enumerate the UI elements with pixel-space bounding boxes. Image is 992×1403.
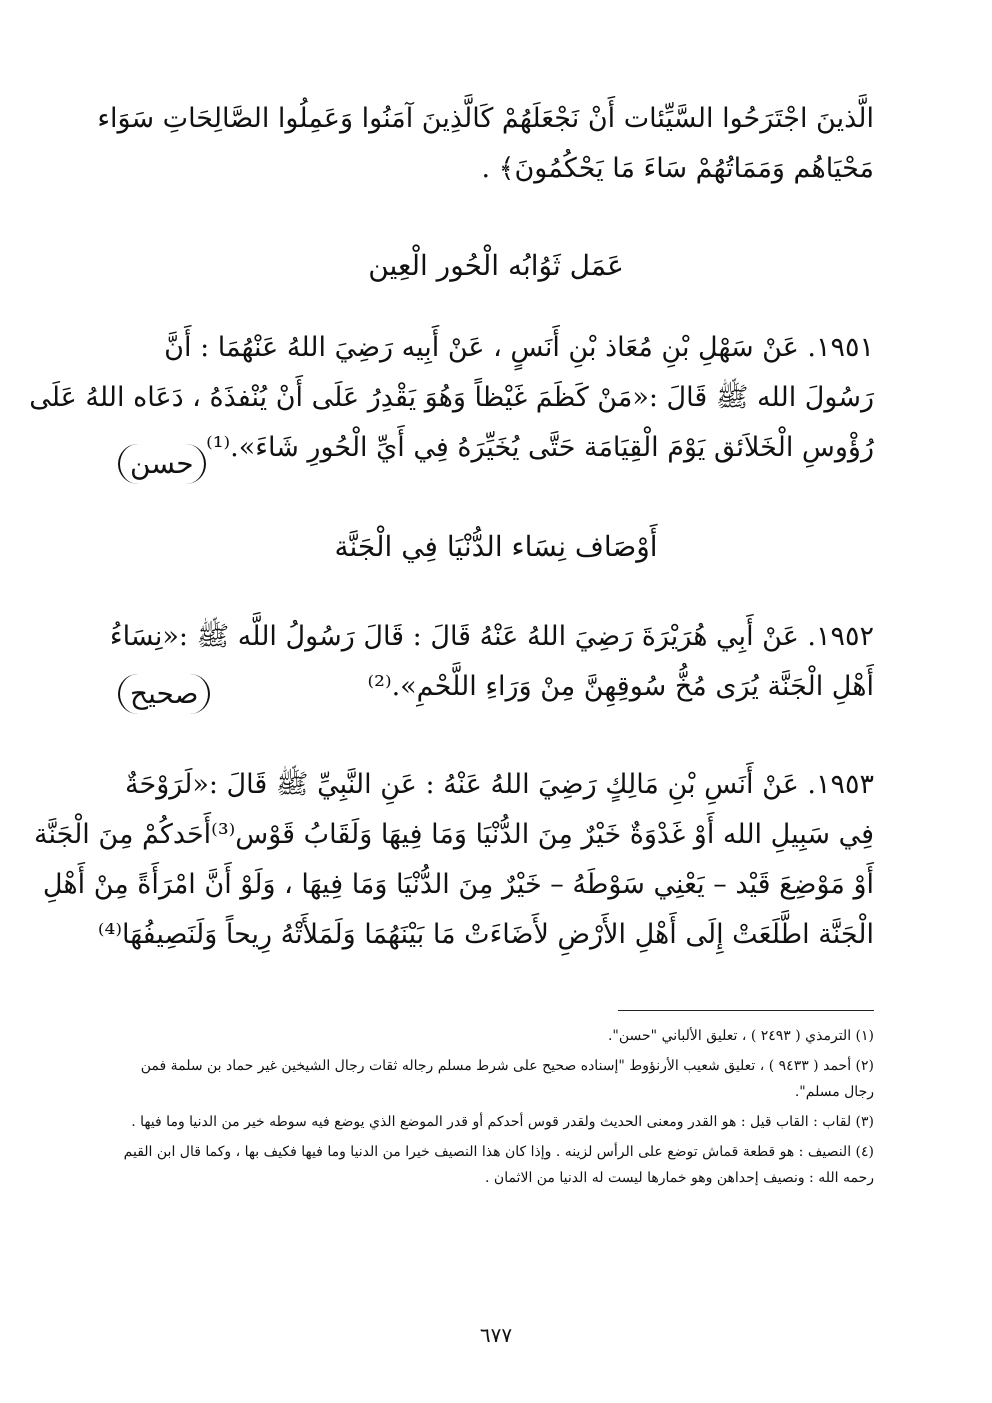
section-heading-houris: عَمَل ثَوُابُه الْحُور الْعِين xyxy=(368,249,624,282)
footnote-4: (٤) النصيف : هو قطعة قماش توضع على الرأس لزينه . وإذا كان هذا النصيف خيرا من الدنيا وما فيها فكيف بها ، وكما قال ابن القيم رحمه الله : ونصيف إحداهن وهو خمارها ليست له الدنيا من الاثمان . xyxy=(123,1144,874,1186)
hadith-1952 xyxy=(109,612,874,712)
hadith-1952-grade: صحيح xyxy=(118,674,210,714)
footnote-separator xyxy=(618,1010,874,1011)
verse-continuation xyxy=(97,94,874,194)
verse-line-1: الَّذينَ اجْتَرَحُوا السَّيِّئات أَنْ نَجْعَلَهُمْ كَالَّذِينَ آمَنُوا وَعَمِلُوا الصَّالِحَاتِ سَوَاء xyxy=(97,103,874,134)
hadith-1953 xyxy=(34,760,874,960)
page-number: ٦٧٧ xyxy=(479,1323,513,1347)
hadith-1951 xyxy=(29,323,874,473)
footnote-2: (٢) أحمد ( ٩٤٣٣ ) ، تعليق شعيب الأرنؤوط "إسناده صحيح على شرط مسلم رجاله ثقات رجال الشيخين غير حماد بن سلمة فمن رجال مسلم". xyxy=(140,1058,874,1100)
section-heading-women: أَوْصَاف نِسَاء الدُّنْيَا فِي الْجَنَّة xyxy=(334,530,658,563)
hadith-1953-line-1: ١٩٥٣. عَنْ أَنَسِ بْنِ مَالِكٍ رَضِيَ اللهُ عَنْهُ : عَنِ النَّبِيِّ ﷺ قَالَ :«لَرَوْحَةٌ xyxy=(125,769,874,800)
hadith-1953-line-4: الْجَنَّة اطَّلَعَتْ إِلَى أَهْلِ الأَرْضِ لأَضَاءَتْ مَا بَيْنَهُمَا وَلَمَلأَتْهُ رِيحاً وَلَنَصِيفُهَا⁽⁴⁾ xyxy=(97,919,874,950)
hadith-1951-grade: حسن xyxy=(118,444,206,484)
footnote-3: (٣) لقاب : القاب قيل : هو القدر ومعنى الحديث ولقدر قوس أحدكم أو قدر الموضع الذي يوضع فيه سوطه خير من الدنيا وما فيها . xyxy=(131,1114,874,1130)
hadith-1953-line-3: أَوْ مَوْضِعَ قَيْد – يَعْنِي سَوْطَهُ – خَيْرٌ مِنَ الدُّنْيَا وَمَا فِيهَا ، وَلَوْ أَنَّ امْرَأَةً مِنْ أَهْلِ xyxy=(42,869,874,900)
hadith-1951-line-1: ١٩٥١. عَنْ سَهْلِ بْنِ مُعَاذ بْنِ أَنَسٍ ، عَنْ أَبِيه رَضِيَ اللهُ عَنْهُمَا : أَنَّ xyxy=(164,332,874,363)
hadith-1951-line-3: رُؤْوسِ الْخَلاَئق يَوْمَ الْقِيَامَة حَتَّى يُخَيِّرَهُ فِي أَيِّ الْحُورِ شَاءَ».⁽¹⁾ xyxy=(206,432,874,463)
hadith-1953-line-2: فِي سَبِيلِ الله أَوْ غَدْوَةٌ خَيْرٌ مِنَ الدُّنْيَا وَمَا فِيهَا وَلَقَابُ قَوْس⁽³⁾أَحَدكُمْ مِنَ الْجَنَّة xyxy=(34,819,874,850)
verse-line-2: مَحْيَاهُم وَمَمَاتُهُمْ سَاءَ مَا يَحْكُمُونَ﴾ . xyxy=(481,153,874,184)
footnote-1: (١) الترمذي ( ٢٤٩٣ ) ، تعليق الألباني "حسن". xyxy=(607,1028,874,1044)
footnotes xyxy=(118,1023,874,1195)
hadith-1952-line-2: أَهْلِ الْجَنَّة يُرَى مُخُّ سُوقِهِنَّ مِنْ وَرَاءِ اللَّحْمِ».⁽²⁾ xyxy=(367,671,874,702)
hadith-1952-line-1: ١٩٥٢. عَنْ أَبِي هُرَيْرَةَ رَضِيَ اللهُ عَنْهُ قَالَ : قَالَ رَسُولُ اللَّه ﷺ :«نِسَاءُ xyxy=(109,621,874,652)
hadith-1951-line-2: رَسُولَ الله ﷺ قَالَ :«مَنْ كَظَمَ غَيْظاً وَهُوَ يَقْدِرُ عَلَى أَنْ يُنْفذَهُ ، دَعَاه اللهُ عَلَى xyxy=(29,382,874,413)
